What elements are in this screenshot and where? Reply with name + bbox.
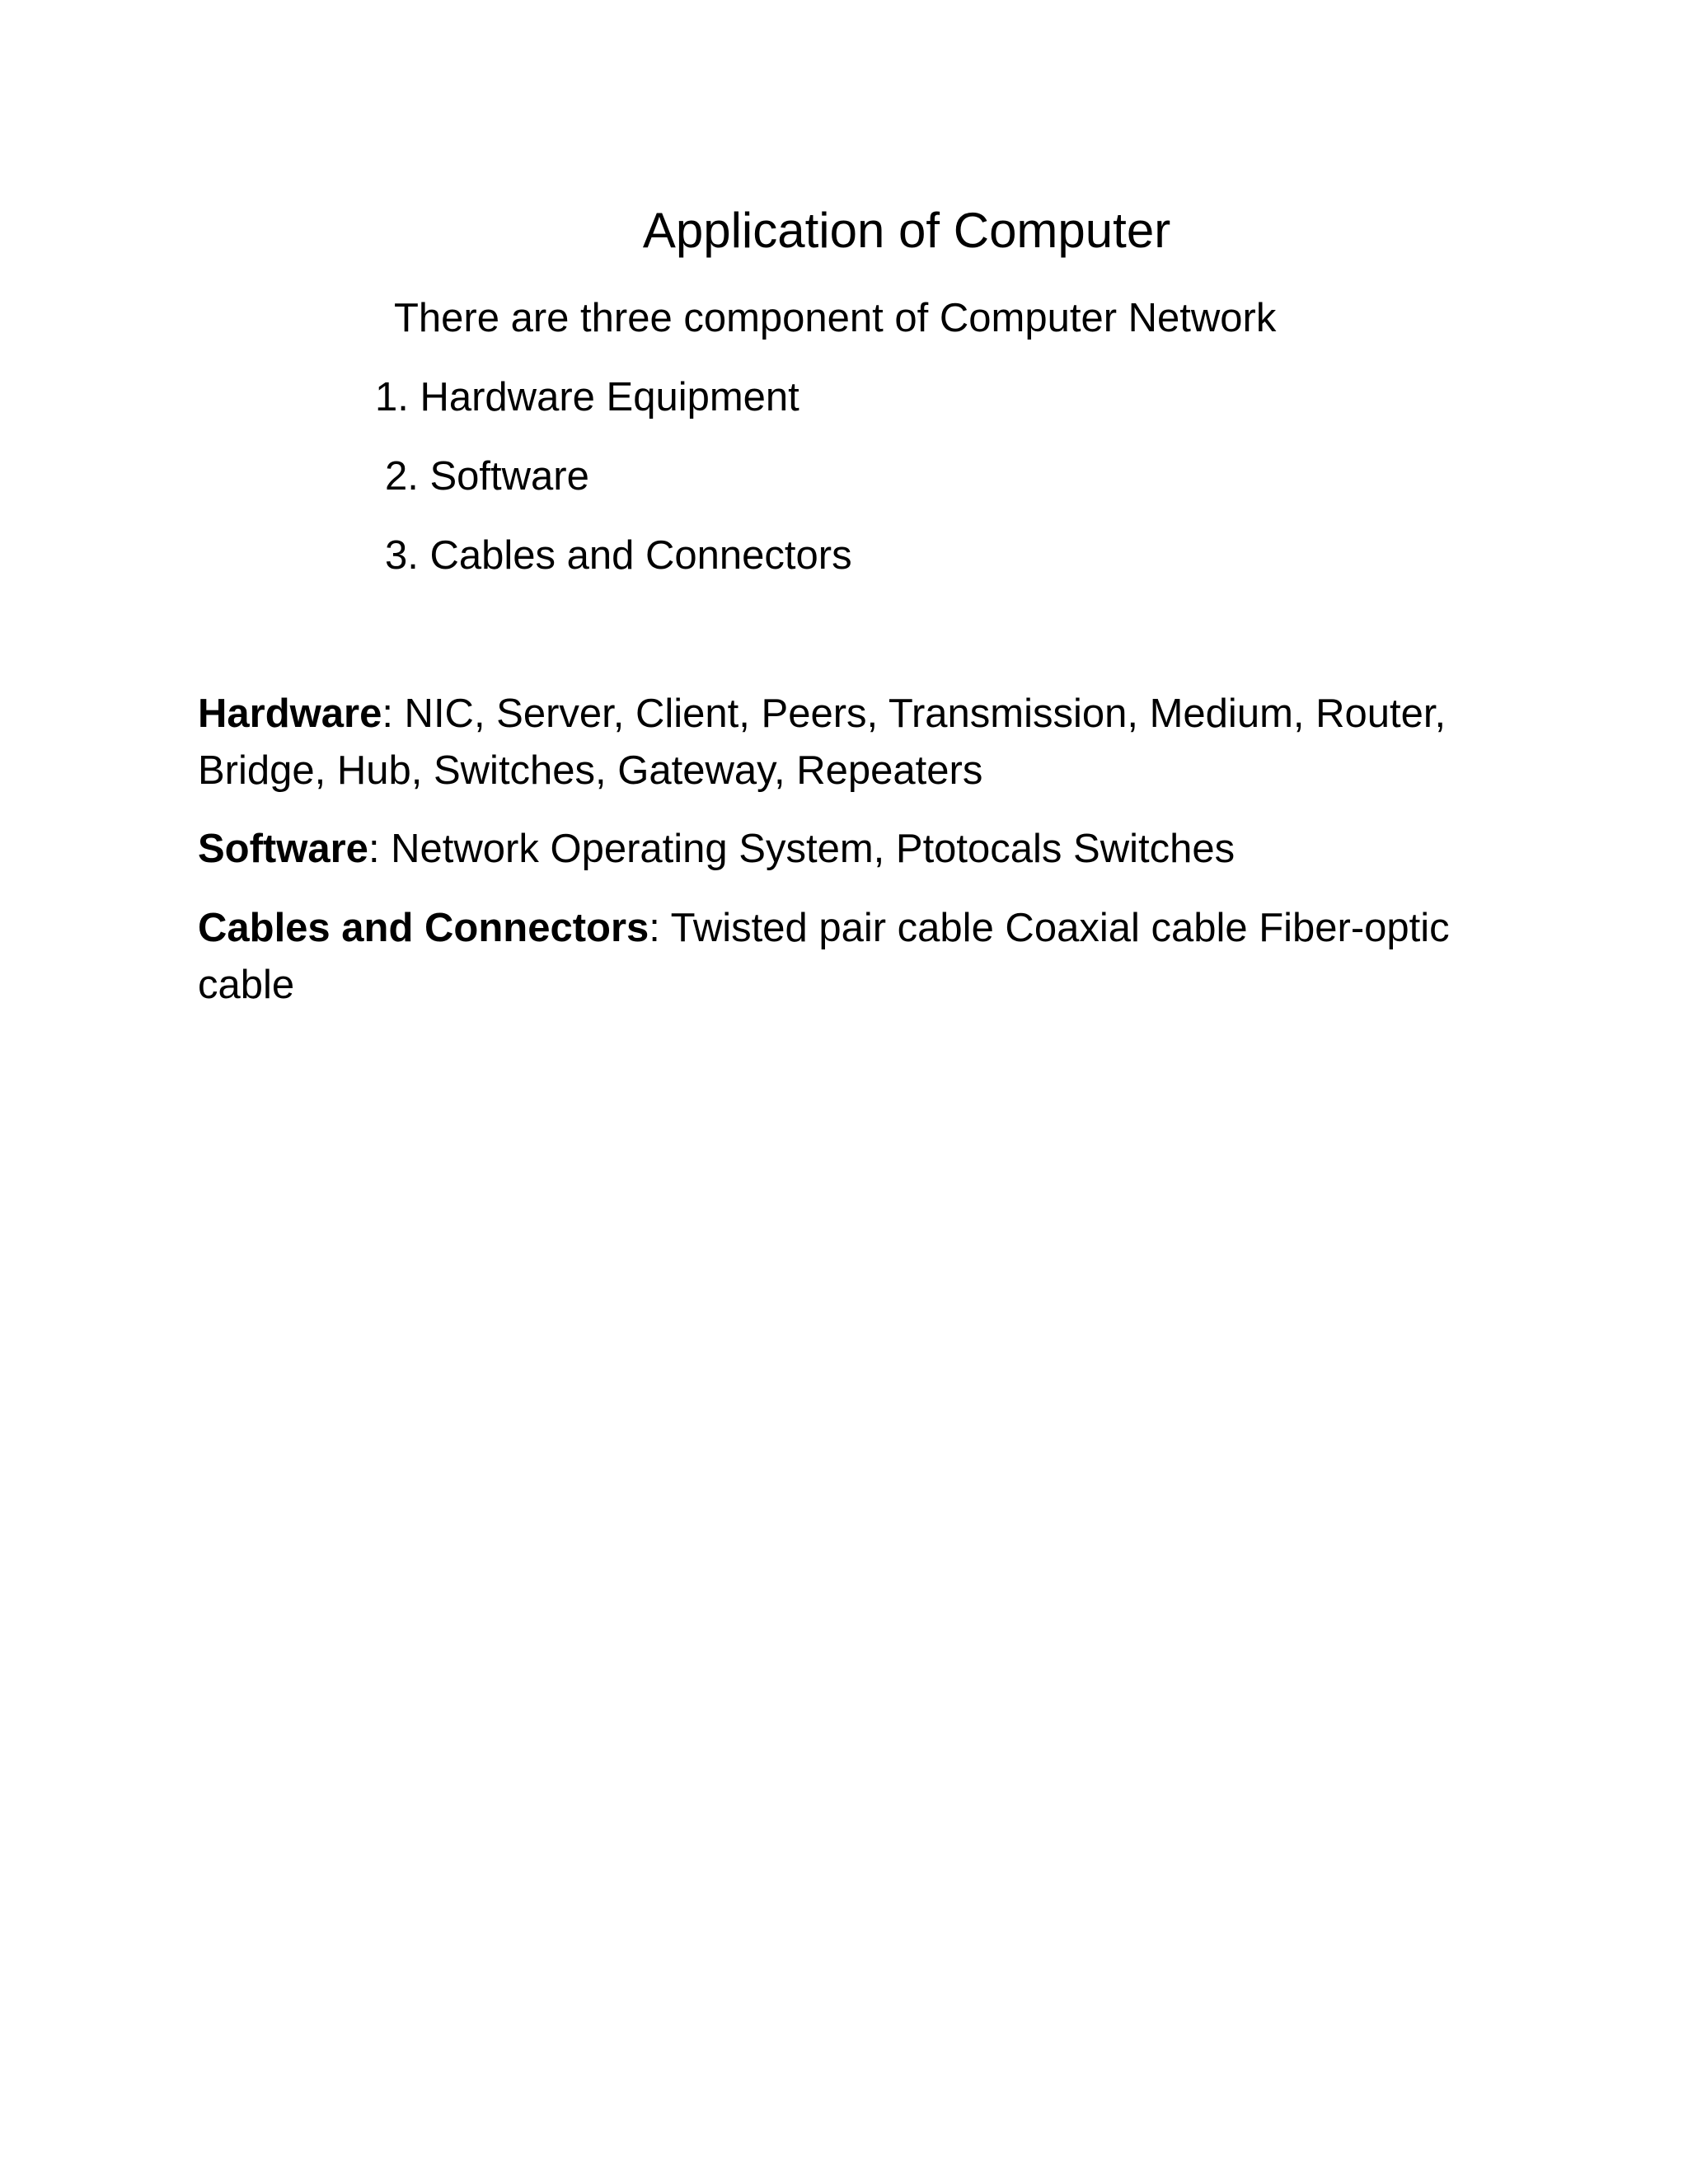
list-item-hardware-equipment: 1. Hardware Equipment	[375, 375, 799, 419]
software-term: Software	[198, 827, 368, 871]
cables-term: Cables and Connectors	[198, 906, 649, 950]
hardware-paragraph	[198, 686, 1484, 799]
hardware-term: Hardware	[198, 691, 382, 736]
hardware-description: : NIC, Server, Client, Peers, Transmission, Medium, Router, Bridge, Hub, Switches, Gateway, Repeaters	[198, 691, 1447, 793]
software-paragraph	[198, 821, 1484, 878]
list-item-software: 2. Software	[385, 454, 589, 499]
list-item-cables-and-connectors: 3. Cables and Connectors	[385, 533, 852, 578]
intro-text: There are three component of Computer Network	[394, 296, 1277, 340]
page-title: Application of Computer	[642, 203, 1171, 258]
cables-paragraph	[198, 900, 1484, 1014]
cables-description: : Twisted pair cable Coaxial cable Fiber-optic cable	[198, 906, 1450, 1007]
software-description: : Network Operating System, Ptotocals Switches	[368, 827, 1236, 871]
